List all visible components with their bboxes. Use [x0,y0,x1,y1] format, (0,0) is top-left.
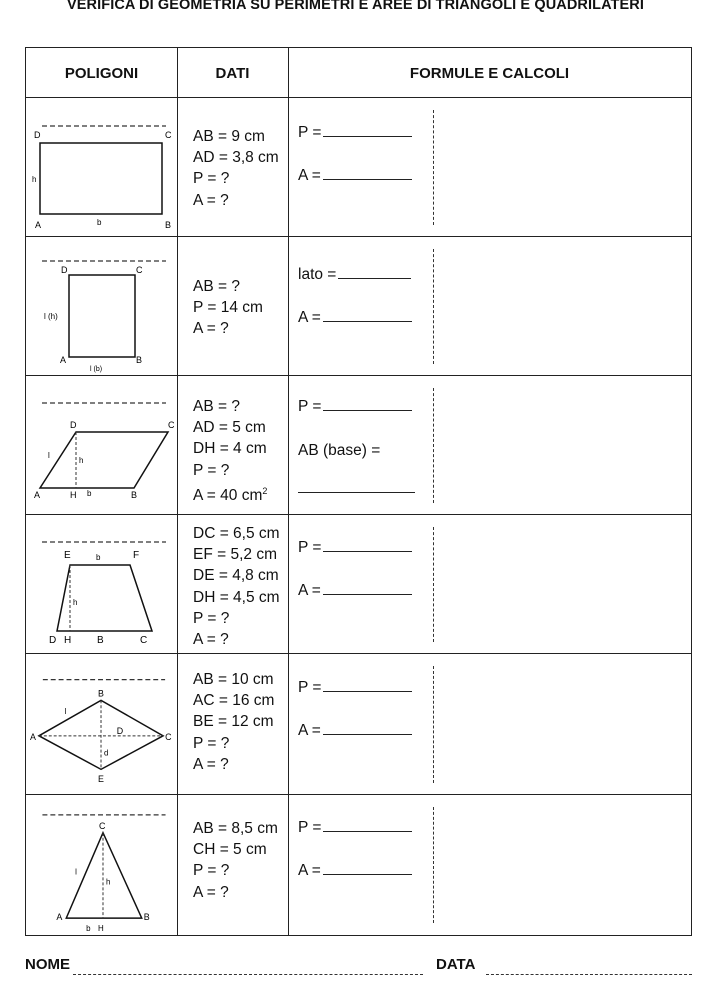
formula-label: lato = [298,266,337,283]
answer-blank[interactable] [323,862,412,875]
formula-label: A = [298,582,321,599]
dato-line: P = ? [193,609,230,627]
triangle-figure [26,795,178,934]
fig-label: C [165,731,172,742]
fig-label: D [61,265,68,275]
dato-line: AB = ? [193,278,240,295]
polygon-rectangle-cell [26,98,177,237]
answer-blank[interactable] [323,398,412,411]
fig-label: C [140,635,148,646]
dato-line: A = ? [193,320,229,338]
dato-line: A = ? [193,755,229,773]
header-dati: DATI [215,64,250,82]
superscript: 2 [262,485,268,496]
calc-divider [433,388,434,503]
dato-line: AD = 3,8 cm [193,149,279,167]
formula-label: AB (base) = [298,442,381,459]
fig-label: C [136,265,143,275]
answer-blank[interactable] [323,819,412,832]
fig-label: D [49,635,57,646]
polygon-square-cell [26,237,177,376]
dato-line: P = ? [193,862,230,880]
polygon-trapezoid-cell [26,515,177,654]
formula-label: A = [298,722,321,739]
fig-label: b [96,553,101,562]
fig-label: l (h) [44,312,58,321]
fig-label: A [56,912,63,923]
answer-blank[interactable] [323,722,412,735]
dato-line: A = ? [193,883,229,901]
fig-label: A [34,490,41,500]
answer-blank[interactable] [323,124,412,137]
parallelogram-figure [26,376,178,515]
calc-divider [433,249,434,364]
fig-label: C [165,130,172,140]
formule-cell [289,654,691,795]
fig-label: C [168,420,175,430]
calc-divider [433,666,434,783]
fig-label: h [73,598,78,607]
dato-line: BE = 12 cm [193,713,274,731]
dato-line: DH = 4 cm [193,440,267,458]
dato-line: AB = ? [193,398,240,415]
fig-label: b [87,489,92,498]
fig-label: H [70,490,77,500]
data-label: DATA [436,956,476,973]
rhombus-figure [26,654,178,793]
formula-label: P = [298,124,322,141]
dato-line: P = ? [193,170,230,188]
dato-line: AB = 8,5 cm [193,820,278,837]
answer-blank[interactable] [323,167,412,180]
dato-line: AB = 9 cm [193,128,265,145]
answer-blank[interactable] [338,266,411,279]
fig-label: E [98,774,104,785]
polygon-rhombus-cell [26,654,177,795]
dato-line: AB = 10 cm [193,671,274,688]
formule-cell [289,515,691,654]
dati-cell [178,376,288,515]
dato-line: P = ? [193,461,230,479]
dato-line: P = ? [193,734,230,752]
dato-line: AC = 16 cm [193,692,275,710]
answer-blank[interactable] [298,480,415,493]
dato-line: EF = 5,2 cm [193,546,277,564]
fig-label: A [60,355,67,365]
fig-label: H [64,635,72,646]
fig-label: l [64,707,67,717]
fig-label: h [79,456,84,465]
worksheet-table [25,47,692,936]
header-poligoni: POLIGONI [64,64,139,82]
fig-label: h [105,877,111,887]
fig-label: B [136,355,143,365]
answer-blank[interactable] [323,679,412,692]
dato-line: DC = 6,5 cm [193,525,280,542]
fig-label: D [116,725,124,736]
dati-cell [178,515,288,654]
formule-cell [289,795,691,935]
fig-label: B [165,220,172,230]
calc-divider [433,110,434,225]
fig-label: h [32,175,37,184]
dati-cell [178,237,288,376]
fig-label: F [133,550,140,561]
fig-label: B [97,635,104,646]
trapezoid-figure [26,515,178,654]
dato-line: DH = 4,5 cm [193,588,280,606]
fig-label: D [34,130,41,140]
fig-label: C [99,820,106,831]
polygon-parallelogram-cell [26,376,177,515]
answer-blank[interactable] [323,582,412,595]
page-title: VERIFICA DI GEOMETRIA SU PERIMETRI E AREE DI TRIANGOLI E QUADRILATERI [67,0,644,13]
fig-label: H [98,924,104,934]
dati-cell [178,795,288,935]
fig-label: b [86,924,91,934]
rectangle-figure [26,98,178,237]
formula-label: P = [298,398,322,415]
calc-divider [433,807,434,923]
polygon-triangle-cell [26,795,177,935]
dato-line: AD = 5 cm [193,419,266,437]
formule-cell [289,98,691,237]
dato-line: DE = 4,8 cm [193,567,279,585]
formula-label: P = [298,679,322,696]
fig-label: l [75,867,77,877]
fig-label: D [70,420,77,430]
data-field[interactable] [486,974,692,975]
nome-label: NOME [25,956,70,973]
dato-line: P = 14 cm [193,299,263,317]
dati-cell [178,98,288,237]
fig-label: B [131,490,138,500]
fig-label: l [48,451,50,460]
formula-label: P = [298,539,322,556]
formule-cell [289,237,691,376]
nome-field[interactable] [73,974,423,975]
formula-label: A = [298,862,321,879]
square-figure [26,237,178,376]
dato-line: A = 40 cm [193,486,263,504]
fig-label: E [64,550,71,561]
dato-line: CH = 5 cm [193,841,267,859]
calc-divider [433,527,434,642]
dato-line: A = ? [193,630,229,648]
header-formule: FORMULE E CALCOLI [409,64,570,82]
formula-label: A = [298,309,321,326]
fig-label: d [103,748,109,758]
fig-label: A [30,731,36,742]
fig-label: l (b) [90,366,103,373]
fig-label: b [97,218,102,227]
answer-blank[interactable] [323,539,412,552]
formula-label: A = [298,167,321,184]
dato-line: A = ? [193,191,229,209]
fig-label: B [98,688,104,699]
fig-label: A [35,220,42,230]
dati-cell [178,654,288,795]
formule-cell [289,376,691,515]
formula-label: P = [298,819,322,836]
fig-label: B [143,912,150,923]
answer-blank[interactable] [323,309,412,322]
